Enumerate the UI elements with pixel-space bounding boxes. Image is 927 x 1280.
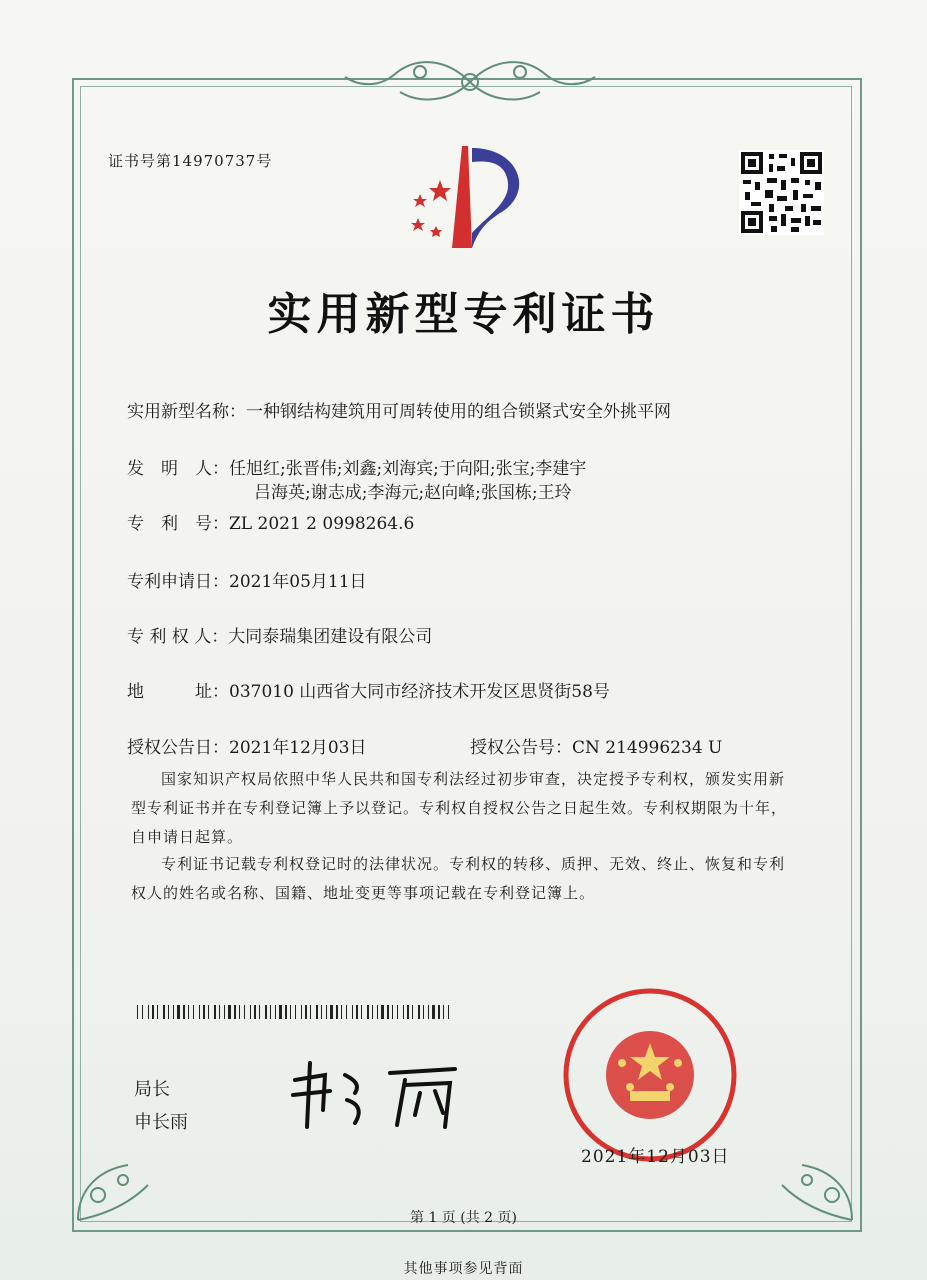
director-title: 局长 [134,1079,170,1100]
director-signature-icon [285,1055,485,1135]
patent-number-value: ZL 2021 2 0998264.6 [229,514,415,534]
grant-date-row [127,734,367,762]
statement-paragraph-1: 国家知识产权局依照中华人民共和国专利法经过初步审查，决定授予专利权，颁发实用新型专利证书并在专利登记簿上予以登记。专利权自授权公告之日起生效。专利权期限为十年，自申请日起算。 [131,770,788,846]
utility-model-name-label: 实用新型名称： [127,402,246,422]
statement-paragraph-2: 专利证书记载专利权登记时的法律状况。专利权的转移、质押、无效、终止、恢复和专利权人的姓名或名称、国籍、地址变更等事项记载在专利登记簿上。 [131,855,786,902]
application-date-row [127,568,367,596]
address-value: 037010 山西省大同市经济技术开发区思贤街58号 [229,682,610,702]
utility-model-name-row [127,398,671,426]
utility-model-name-value: 一种钢结构建筑用可周转使用的组合锁紧式安全外挑平网 [246,402,671,422]
application-date-value: 2021年05月11日 [229,572,367,592]
certificate-number: 证书号第14970737号 [108,152,273,170]
address-label: 地 址： [127,682,229,702]
patentee-label: 专 利 权 人： [127,627,229,647]
certificate-title: 实用新型专利证书 [267,289,660,340]
patent-number-row [127,510,414,538]
grant-date-value: 2021年12月03日 [229,738,367,758]
application-date-label: 专利申请日： [127,572,229,592]
inventor-value-line1: 任旭红;张晋伟;刘鑫;刘海宾;于向阳;张宝;李建宇 [229,459,587,479]
seal-date: 2021年12月03日 [581,1147,730,1167]
patent-office-emblem-icon [400,138,540,250]
barcode-icon [137,1005,450,1019]
official-seal-icon [560,985,740,1165]
inventor-label: 发 明 人： [127,459,229,479]
inventor-value-line2: 吕海英;谢志成;李海元;赵向峰;张国栋;王玲 [254,483,572,503]
page-number: 第 1 页 (共 2 页) [410,1210,517,1226]
patentee-value: 大同泰瑞集团建设有限公司 [228,627,433,647]
top-ornament-icon [325,52,615,112]
address-row [127,678,610,706]
grant-number-label: 授权公告号： [470,738,572,758]
grant-number-value: CN 214996234 U [572,738,723,758]
grant-number-row [470,734,722,762]
qr-code-icon [739,150,824,235]
back-note: 其他事项参见背面 [403,1261,524,1277]
patent-number-label: 专 利 号： [127,514,229,534]
patentee-row [127,623,432,651]
grant-date-label: 授权公告日： [127,738,229,758]
director-name: 申长雨 [134,1112,188,1133]
